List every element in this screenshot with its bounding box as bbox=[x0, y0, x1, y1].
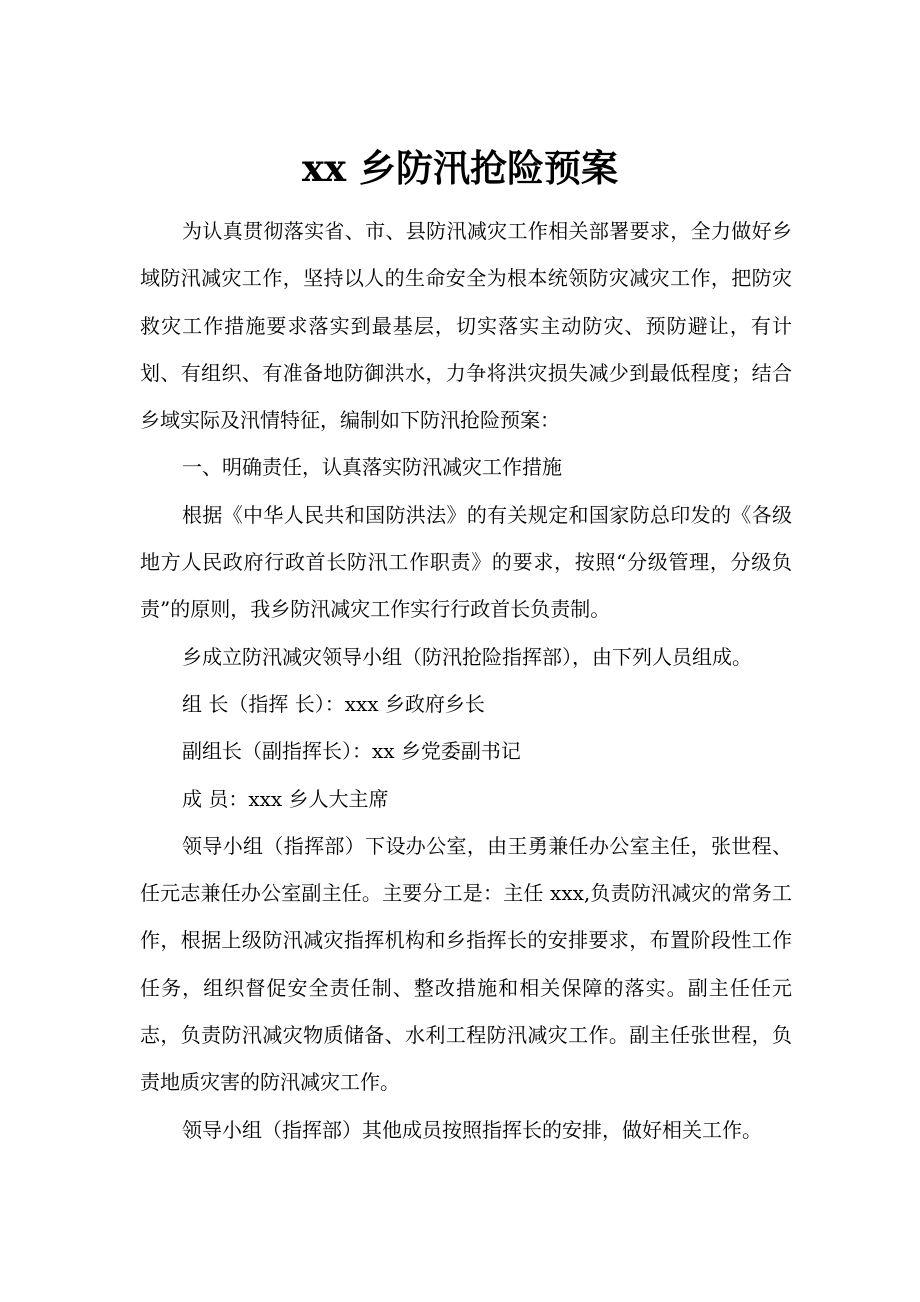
document-body bbox=[140, 208, 792, 1154]
member-leader: 组 长（指挥 长）：xxx 乡政府乡长 bbox=[182, 691, 485, 716]
member-members: 成 员：xxx 乡人大主席 bbox=[182, 786, 389, 811]
paragraph-legal-basis: 根据《中华人民共和国防洪法》的有关规定和国家防总印发的《各级地方人民政府行政首长防汛工作职责》的要求，按照“分级管理，分级负责”的原则，我乡防汛减灾工作实行行政首长负责制。 bbox=[140, 502, 792, 622]
paragraph-office-duties: 领导小组（指挥部）下设办公室，由王勇兼任办公室主任，张世程、任元志兼任办公室副主任。主要分工是：主任 xxx,负责防汛减灾的常务工作，根据上级防汛减灾指挥机构和乡指挥长的安排要求，布置阶段性工作任务，组织督促安全责任制、整改措施和相关保障的落实。副主任任元志，负责防汛减灾物质储备、水利工程防汛减灾工作。副主任张世程，负责地质灾害的防汛减灾工作。 bbox=[140, 833, 792, 1095]
section-heading-1: 一、明确责任，认真落实防汛减灾工作措施 bbox=[182, 455, 562, 480]
paragraph-leadership-group: 乡成立防汛减灾领导小组（防汛抢险指挥部），由下列人员组成。 bbox=[182, 644, 752, 669]
paragraph-other-members: 领导小组（指挥部）其他成员按照指挥长的安排，做好相关工作。 bbox=[182, 1117, 762, 1142]
member-deputy-leader: 副组长（副指挥长）：xx 乡党委副书记 bbox=[182, 739, 521, 764]
paragraph-intro: 为认真贯彻落实省、市、县防汛减灾工作相关部署要求，全力做好乡域防汛减灾工作，坚持以人的生命安全为根本统领防灾减灾工作，把防灾救灾工作措施要求落实到最基层，切实落实主动防灾、预防避让，有计划、有组织、有准备地防御洪水，力争将洪灾损失减少到最低程度；结合乡域实际及汛情特征，编制如下防汛抢险预案： bbox=[140, 219, 792, 433]
document-title: xx 乡防汛抢险预案 bbox=[302, 146, 618, 190]
